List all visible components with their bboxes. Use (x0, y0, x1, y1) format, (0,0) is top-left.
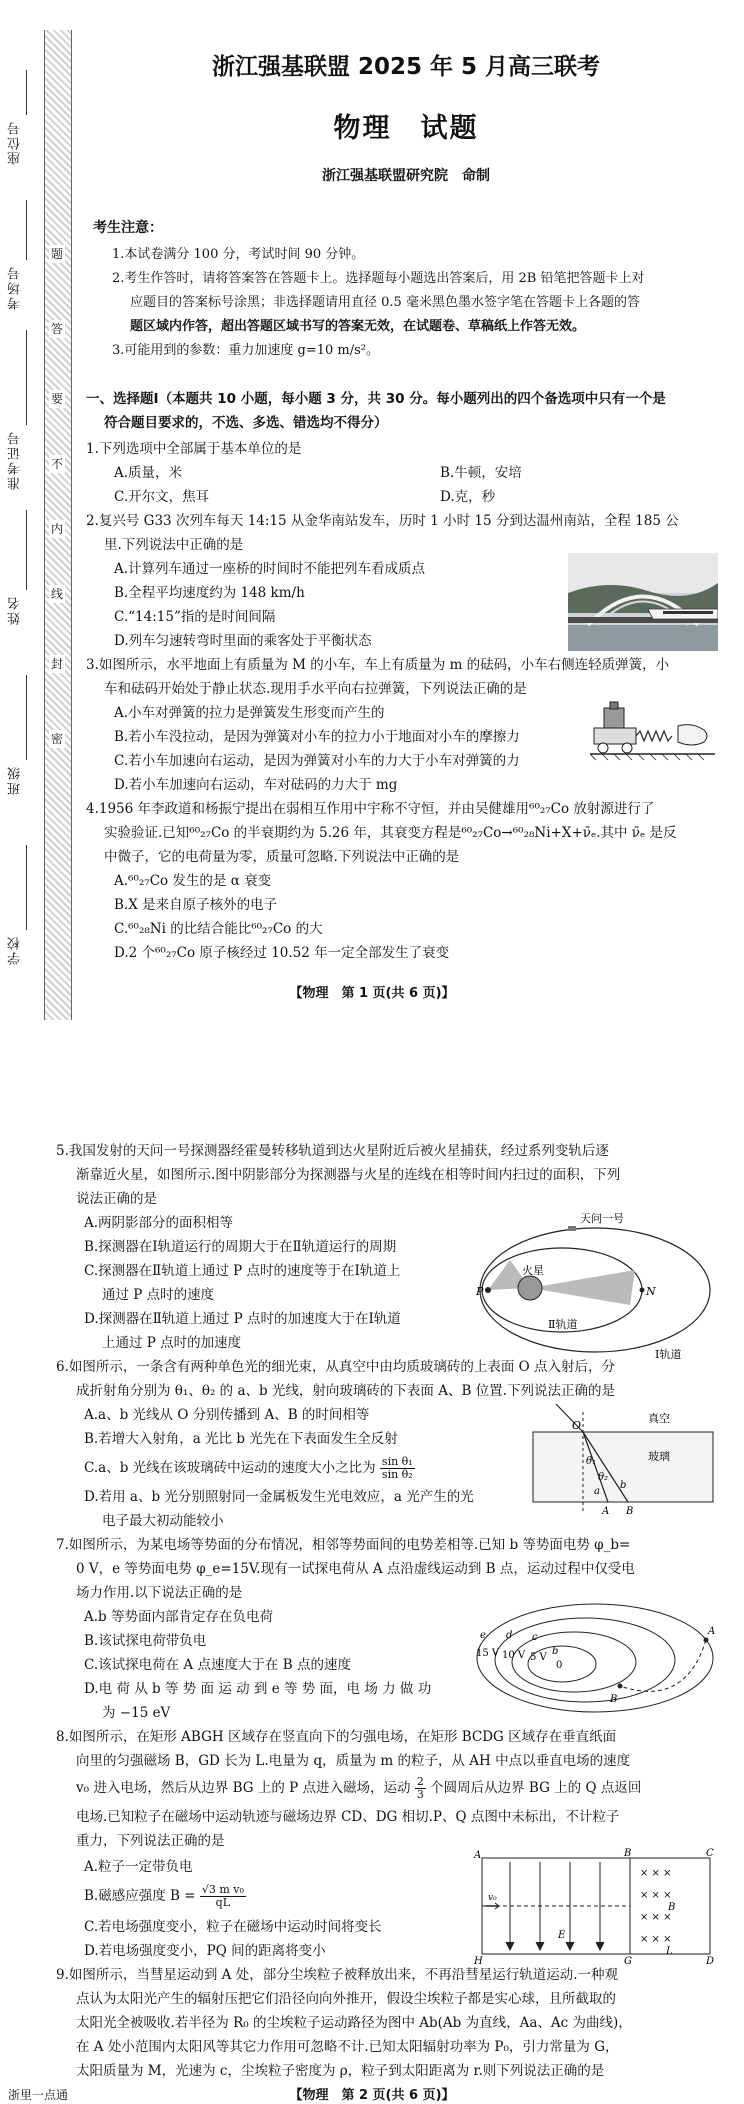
q6-option-b: B.若增大入射角，a 光比 b 光先在下表面发生全反射 (84, 1431, 398, 1447)
q8-stem-cont: 重力，下列说法正确的是 (76, 1833, 225, 1849)
fig-label: D (706, 1956, 715, 1966)
q4-stem: 4.1956 年李政道和杨振宁提出在弱相互作用中宇称不守恒，并由吴健雄用⁶⁰₂₇Co 放射源进行了 (86, 801, 655, 817)
fig-label: c (532, 1632, 538, 1643)
q5-stem-cont: 渐靠近火星，如图所示.图中阴影部分为探测器与火星的连线在相等时间内扫过的面积，下列 (76, 1167, 621, 1183)
q3-option-d: D.若小车加速向右运动，车对砝码的力大于 mg (114, 777, 398, 793)
q3-stem: 3.如图所示，水平地面上有质量为 M 的小车，车上有质量为 m 的砝码，小车右侧连轻质弹簧，小 (86, 657, 670, 673)
q7-option-a: A.b 等势面内部肯定存在负电荷 (84, 1609, 273, 1625)
seal-char: 答 (50, 322, 63, 336)
fig-label: A (474, 1850, 482, 1861)
q3-option-a: A.小车对弹簧的拉力是弹簧发生形变而产生的 (114, 705, 385, 721)
fig-label: G (624, 1956, 632, 1966)
q9-stem-cont: 太阳质量为 M，光速为 c，尘埃粒子密度为 ρ，粒子到太阳距离为 r.则下列说法正确的是 (76, 2063, 605, 2079)
fraction-denominator: 3 (416, 1788, 424, 1801)
q4-stem-cont: 实验验证.已知⁶⁰₂₇Co 的半衰期约为 5.26 年，其衰变方程是⁶⁰₂₇Co→⁶⁰₂₈Ni+X+ν̄ₑ.其中 ν̄ₑ 是反 (104, 825, 677, 841)
q8-stem-cont: 向里的匀强磁场 B，GD 长为 L.电量为 q，质量为 m 的粒子，从 AH 中点以垂直电场的速度 (76, 1753, 631, 1769)
fig-label: C (706, 1848, 714, 1859)
fig-label: A (708, 1626, 716, 1637)
q2-option-b: B.全程平均速度约为 148 km/h (114, 585, 305, 601)
fig-label: O (572, 1419, 582, 1432)
q5-stem: 5.我国发射的天问一号探测器经霍曼转移轨道到达火星附近后被火星捕获，经过系列变轨后逐 (56, 1143, 609, 1159)
q2-stem-cont: 里.下列说法中正确的是 (104, 537, 244, 553)
mars-orbit-figure (470, 1200, 720, 1360)
q3-option-b: B.若小车没拉动，是因为弹簧对小车的拉力小于地面对小车的摩擦力 (114, 729, 520, 745)
q6-fraction (380, 1456, 415, 1481)
glass-refraction-figure (528, 1402, 718, 1517)
cart-spring-figure (590, 700, 720, 770)
fig-label: A (602, 1506, 610, 1517)
fig-label: B (626, 1506, 634, 1517)
q8-fraction (415, 1776, 426, 1801)
exam-title: 浙江强基联盟 2025 年 5 月高三联考 (211, 54, 601, 80)
exam-page-1 (0, 0, 744, 1030)
q5-option-c-cont: 通过 P 点时的速度 (102, 1287, 215, 1303)
seal-char: 密 (50, 732, 63, 746)
q5-option-a: A.两阴影部分的面积相等 (84, 1215, 234, 1231)
q6-option-a: A.a、b 光线从 O 分别传播到 A、B 的时间相等 (84, 1407, 370, 1423)
q5-option-b: B.探测器在Ⅰ轨道运行的周期大于在Ⅱ轨道运行的周期 (84, 1239, 397, 1255)
fig-label: 天问一号 (580, 1212, 624, 1225)
binding-field-class: 班级 (8, 765, 23, 795)
brand-watermark: 浙里一点通 (8, 2088, 69, 2102)
fig-label: B (668, 1902, 676, 1913)
q2-option-d: D.列车匀速转弯时里面的乘客处于平衡状态 (114, 633, 372, 649)
fig-label: 火星 (522, 1264, 544, 1277)
binding-underline (26, 330, 27, 425)
fig-label: 15 V (476, 1648, 500, 1659)
q9-stem-cont: 点认为太阳光产生的辐射压把它们沿径向向外推开，假设尘埃粒子都是实心球，且所截取的 (76, 1991, 616, 2007)
q8-stem-text: v₀ 进入电场，然后从边界 BG 上的 P 点进入磁场，运动 (76, 1780, 411, 1796)
fig-label: L (666, 1946, 673, 1957)
q8-stem-cont: 电场.已知粒子在磁场中运动轨迹与磁场边界 CD、DG 相切.P、Q 点图中未标出，不计粒子 (76, 1809, 620, 1825)
q5-option-d: D.探测器在Ⅱ轨道上通过 P 点时的加速度大于在Ⅰ轨道 (84, 1311, 401, 1327)
q9-stem-cont: 太阳光全被吸收.若半径为 R₀ 的尘埃粒子运动路径为图中 Ab(Ab 为直线，Aa、Ac 为曲线)， (76, 2015, 632, 2031)
notice-item: 2.考生作答时，请将答案答在答题卡上。选择题每小题选出答案后，用 2B 铅笔把答题卡上对 (112, 271, 645, 286)
fig-label: E (558, 1930, 566, 1941)
notice-item-bold: 题区域内作答，超出答题区域书写的答案无效，在试题卷、草稿纸上作答无效。 (130, 319, 586, 334)
q8-stem-cont (76, 1776, 716, 1801)
q6-stem-cont: 成折射角分别为 θ₁、θ₂ 的 a、b 光线，射向玻璃砖的下表面 A、B 位置.下列说法正确的是 (76, 1383, 615, 1399)
q8-option-a: A.粒子一定带负电 (84, 1859, 193, 1875)
binding-field-name: 姓名 (8, 595, 23, 625)
q8-option-b (84, 1884, 246, 1909)
fig-label: d (506, 1630, 513, 1641)
fig-label: Ⅰ轨道 (655, 1348, 682, 1360)
fig-label: v₀ (488, 1893, 497, 1903)
q7-option-d-cont: 为 −15 eV (102, 1705, 171, 1721)
fig-label: 真空 (648, 1412, 670, 1425)
q8-stem-text: 个圆周后从边界 BG 上的 Q 点返回 (430, 1780, 642, 1796)
q7-stem-cont: 0 V，e 等势面电势 φ_e=15V.现有一试探电荷从 A 点沿虚线运动到 B 点，运动过程中仅受电 (76, 1561, 635, 1577)
svg-text:× × ×: × × × (640, 1890, 672, 1901)
exam-institute: 浙江强基联盟研究院 命制 (322, 168, 490, 184)
equipotential-figure (470, 1598, 720, 1718)
seal-char: 题 (50, 247, 63, 261)
binding-underline (26, 845, 27, 930)
q1-option-d: D.克，秒 (440, 489, 496, 505)
fraction-numerator: √3 m v₀ (201, 1883, 244, 1896)
section1-heading-cont: 符合题目要求的，不选、多选、错选均不得分） (104, 415, 388, 431)
fig-label: θ₂ (598, 1472, 609, 1483)
fraction-denominator: qL (215, 1896, 231, 1909)
q8-option-d: D.若电场强度变小，PQ 间的距离将变小 (84, 1943, 326, 1959)
q4-stem-cont: 中微子，它的电荷量为零，质量可忽略.下列说法中正确的是 (104, 849, 460, 865)
q8-stem: 8.如图所示，在矩形 ABGH 区域存在竖直向下的匀强电场，在矩形 BCDG 区域存在垂直纸面 (56, 1729, 617, 1745)
section1-heading: 一、选择题Ⅰ（本题共 10 小题，每小题 3 分，共 30 分。每小题列出的四个备选项中只有一个是 (86, 391, 666, 407)
q7-stem: 7.如图所示，为某电场等势面的分布情况，相邻等势面间的电势差相等.已知 b 等势面电势 φ_b= (56, 1537, 631, 1553)
fig-label: e (480, 1630, 486, 1641)
fig-label: B (610, 1694, 618, 1705)
fig-label: 0 (556, 1660, 563, 1671)
fig-label: P (476, 1285, 484, 1298)
q6-option-d-cont: 电子最大初动能较小 (102, 1513, 224, 1529)
q4-option-a: A.⁶⁰₂₇Co 发生的是 α 衰变 (114, 873, 272, 889)
q6-stem: 6.如图所示，一条含有两种单色光的细光束，从真空中由均质玻璃砖的上表面 O 点入射后，分 (56, 1359, 616, 1375)
q5-option-d-cont: 上通过 P 点时的加速度 (102, 1335, 242, 1351)
fig-label: b (552, 1646, 559, 1657)
binding-field-room: 考场号 (8, 265, 23, 310)
q9-stem: 9.如图所示，当彗星运动到 A 处，部分尘埃粒子被释放出来，不再沿彗星运行轨道运动.一种观 (56, 1967, 619, 1983)
q3-stem-cont: 车和砝码开始处于静止状态.现用手水平向右拉弹簧，下列说法正确的是 (104, 681, 527, 697)
binding-field-school: 学校 (8, 935, 23, 965)
seal-char: 封 (50, 657, 63, 671)
q7-option-c: C.该试探电荷在 A 点速度大于在 B 点的速度 (84, 1657, 351, 1673)
binding-underline (26, 510, 27, 590)
fraction-denominator: sin θ₂ (381, 1468, 413, 1481)
notice-heading: 考生注意： (93, 220, 163, 236)
svg-text:× × ×: × × × (640, 1934, 672, 1945)
page-footer-1: 【物理 第 1 页(共 6 页)】 (289, 986, 455, 1001)
q9-stem-cont: 在 A 处小范围内太阳风等其它力作用可忽略不计.已知太阳辐射功率为 P₀，引力常量为 G， (76, 2039, 619, 2055)
fig-label: a (594, 1486, 600, 1497)
binding-underline (26, 200, 27, 260)
train-bridge-photo (568, 553, 718, 651)
q5-option-c: C.探测器在Ⅱ轨道上通过 P 点时的速度等于在Ⅰ轨道上 (84, 1263, 401, 1279)
svg-text:× × ×: × × × (640, 1868, 672, 1879)
binding-field-ticket: 准考证号 (8, 430, 23, 490)
q3-option-c: C.若小车加速向右运动，是因为弹簧对小车的力大于小车对弹簧的力 (114, 753, 520, 769)
q8-b-fraction (200, 1884, 246, 1909)
q6-option-d: D.若用 a、b 光分别照射同一金属板发生光电效应，a 光产生的光 (84, 1489, 474, 1505)
seal-char: 内 (50, 522, 63, 536)
q8-option-b-text: B.磁感应强度 B = (84, 1888, 196, 1904)
q2-option-a: A.计算列车通过一座桥的时间时不能把列车看成质点 (114, 561, 426, 577)
svg-text:× × ×: × × × (640, 1912, 672, 1923)
binding-field-seat: 座位号 (8, 120, 23, 165)
q6-option-c (84, 1456, 415, 1481)
page-footer-2: 【物理 第 2 页(共 6 页)】 (289, 2088, 455, 2103)
q5-stem-cont: 说法正确的是 (76, 1191, 157, 1207)
fig-label: 5 V (530, 1652, 547, 1663)
exam-page-2 (0, 1030, 744, 2104)
q2-stem: 2.复兴号 G33 次列车每天 14:15 从金华南站发车，历时 1 小时 15 分到达温州南站，全程 185 公 (86, 513, 679, 529)
fig-label: H (474, 1956, 483, 1966)
binding-strip (0, 30, 70, 1020)
fig-label: b (620, 1480, 627, 1491)
q7-stem-cont: 场力作用.以下说法正确的是 (76, 1585, 243, 1601)
q7-option-d: D.电 荷 从 b 等 势 面 运 动 到 e 等 势 面，电 场 力 做 功 (84, 1681, 432, 1697)
q4-option-c: C.⁶⁰₂₈Ni 的比结合能比⁶⁰₂₇Co 的大 (114, 921, 323, 937)
field-region-figure (470, 1848, 720, 1966)
exam-subject: 物理 试题 (333, 113, 479, 144)
seal-char: 不 (50, 457, 63, 471)
fig-label: 10 V (502, 1650, 526, 1661)
q1-option-c: C.开尔文，焦耳 (114, 489, 210, 505)
seal-char: 线 (50, 587, 63, 601)
binding-underline (26, 70, 27, 115)
q8-option-c: C.若电场强度变小，粒子在磁场中运动时间将变长 (84, 1919, 382, 1935)
q1-option-a: A.质量，米 (114, 465, 183, 481)
notice-item: 1.本试卷满分 100 分，考试时间 90 分钟。 (112, 247, 365, 262)
q4-option-b: B.X 是来自原子核外的电子 (114, 897, 278, 913)
q1-stem: 1.下列选项中全部属于基本单位的是 (86, 441, 302, 457)
fig-label: θ₁ (586, 1456, 597, 1467)
q6-option-c-text: C.a、b 光线在该玻璃砖中运动的速度大小之比为 (84, 1460, 376, 1476)
fig-label: B (624, 1848, 632, 1859)
q2-option-c: C.“14:15”指的是时间间隔 (114, 609, 276, 625)
fig-label: N (646, 1285, 656, 1298)
notice-item: 3.可能用到的参数：重力加速度 g=10 m/s²。 (112, 343, 380, 358)
fraction-numerator: sin θ₁ (381, 1455, 413, 1468)
fig-label: 玻璃 (648, 1450, 670, 1463)
seal-char: 要 (50, 392, 63, 406)
notice-item: 应题目的答案标号涂黑；非选择题请用直径 0.5 毫米黑色墨水签字笔在答题卡上各题的答 (130, 295, 640, 310)
fig-label: Ⅱ轨道 (548, 1318, 578, 1331)
q1-option-b: B.牛顿，安培 (440, 465, 522, 481)
q4-option-d: D.2 个⁶⁰₂₇Co 原子核经过 10.52 年一定全部发生了衰变 (114, 945, 450, 961)
fraction-numerator: 2 (416, 1775, 424, 1788)
q7-option-b: B.该试探电荷带负电 (84, 1633, 207, 1649)
binding-underline (26, 675, 27, 760)
